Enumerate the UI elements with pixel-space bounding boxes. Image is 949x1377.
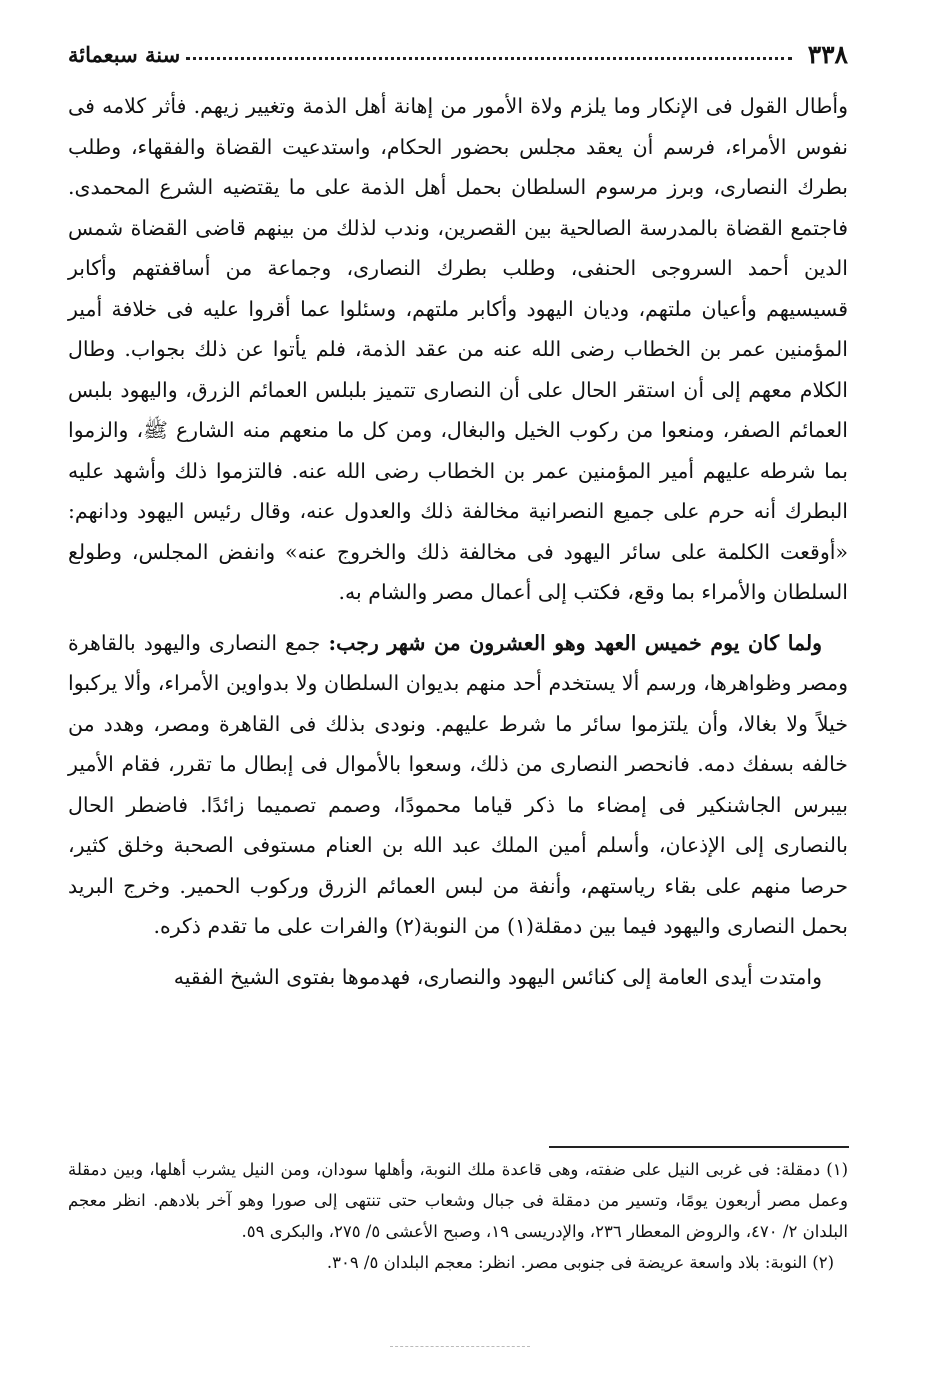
main-text	[68, 86, 848, 997]
paragraph-1	[68, 86, 848, 613]
paragraph-3-text: وامتدت أيدى العامة إلى كنائس اليهود والنصارى، فهدموها بفتوى الشيخ الفقيه	[173, 964, 822, 989]
scan-artifact-line	[390, 1346, 530, 1347]
paragraph-2-text: جمع النصارى واليهود بالقاهرة ومصر وظواهرها، ورسم ألا يستخدم أحد منهم بديوان السلطان ولا بدواوين الأمراء، وألا يركبوا خيلاً ولا بغالا، وأن يلتزموا سائر ما شرط عليهم. ونودى بذلك فى القاهرة ومصر، وهدد من خالفه بسفك دمه. فانحصر النصارى من ذلك، وسعوا بالأموال فى إبطال ما تقرر، فقام الأمير بيبرس الجاشنكير فى إمضاء ما ذكر قياما محمودًا، وصمم تصميما زائدًا. فاضطر الحال بالنصارى إلى الإذعان، وأسلم أمين الملك عبد الله بن العنام مستوفى الصحبة وخلق كثير، حرصا منهم على بقاء رياستهم، وأنفة من لبس العمائم الزرق وركوب الحمير. وخرج البريد بحمل النصارى واليهود فيما بين دمقلة(١) من النوبة(٢) والفرات على ما تقدم ذكره.	[68, 630, 849, 938]
running-header	[68, 34, 848, 74]
footnote-2: (٢) النوبة: بلاد واسعة عريضة فى جنوبى مصر. انظر: معجم البلدان ٥/ ٣٠٩.	[326, 1253, 834, 1272]
paragraph-2	[68, 623, 848, 947]
paragraph-2-lead: ولما كان يوم خميس العهد وهو العشرون من شهر رجب:	[328, 630, 823, 655]
paragraph-3	[68, 957, 848, 998]
footnote-1: (١) دمقلة: فى غربى النيل على ضفته، وهى قاعدة ملك النوبة، وأهلها سودان، ومن النيل يشرب أهلها، وبين دمقلة وعمل مصر أربعون يومًا، وتسير من دمقلة فى جبال وشعاب حتى تنتهى إلى صورا وهو آخر بلادهم. انظر معجم البلدان ٢/ ٤٧٠، والروض المعطار ٢٣٦، والإدريسى ١٩، وصبح الأعشى ٥/ ٢٧٥، والبكرى ٥٩.	[68, 1160, 848, 1241]
chapter-title: سنة سبعمائة	[68, 41, 181, 67]
paragraph-1-text: وأطال القول فى الإنكار وما يلزم ولاة الأمور من إهانة أهل الذمة وتغيير زيهم. فأثر كلامه فى نفوس الأمراء، فرسم أن يعقد مجلس بحضور الحكام، واستدعيت القضاة والفقهاء، وطلب بطرك النصارى، وبرز مرسوم السلطان بحمل أهل الذمة على ما يقتضيه الشرع المحمدى. فاجتمع القضاة بالمدرسة الصالحية بين القصرين، وندب لذلك من بينهم قاضى القضاة شمس الدين أحمد السروجى الحنفى، وطلب بطرك النصارى، وجماعة من أساقفتهم وأكابر قسيسيهم وأعيان ملتهم، وديان اليهود وأكابر ملتهم، وسئلوا عما أقروا عليه فى خلافة أمير المؤمنين عمر بن الخطاب رضى الله عنه من عقد الذمة، فلم يأتوا عن ذلك بجواب. وطال الكلام معهم إلى أن استقر الحال على أن النصارى تتميز بلبلس العمائم الزرق، واليهود بلبس العمائم الصفر، ومنعوا من ركوب الخيل والبغال، ومن كل ما منعهم منه الشارع ﷺ، والزموا بما شرطه عليهم أمير المؤمنين عمر بن الخطاب رضى الله عنه. فالتزموا ذلك وأشهد عليه البطرك أنه حرم على جميع النصرانية مخالفة ذلك والعدول عنه، وقال رئيس اليهود ودانهم: «أوقعت الكلمة على سائر اليهود فى مخالفة ذلك والخروج عنه» وانفض المجلس، وطولع السلطان والأمراء بما وقع، فكتب إلى أعمال مصر والشام به.	[68, 94, 848, 604]
header-dot-leader	[186, 57, 791, 60]
footnotes	[68, 1154, 848, 1278]
footnote-separator	[549, 1146, 849, 1148]
page-number: ٣٣٨	[807, 39, 848, 69]
